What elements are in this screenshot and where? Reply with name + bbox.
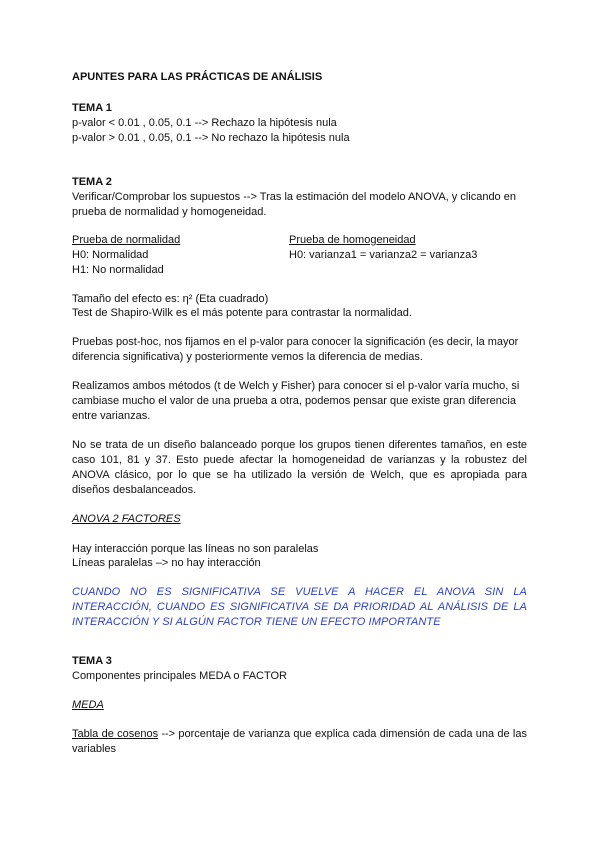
homogeneidad-title: Prueba de homogeneidad <box>289 234 416 246</box>
tema2-heading: TEMA 2 <box>72 176 112 188</box>
balanceado-paragraph: No se trata de un diseño balanceado porque los grupos tienen diferentes tamaños, en este caso 101, 81 y 37. Esto puede afectar la homogeneidad de varianzas y la robustez del ANOVA clásico, por lo que se ha utilizado la versión de Welch, que es apropiada para diseños desbalanceados. <box>72 439 527 496</box>
normalidad-h1: H1: No normalidad <box>72 264 164 276</box>
anova2-line-2: Líneas paralelas –> no hay interacción <box>72 557 261 569</box>
tema1-line-1: p-valor < 0.01 , 0.05, 0.1 --> Rechazo la hipótesis nula <box>72 117 337 129</box>
cosenos-paragraph <box>72 727 527 757</box>
tamano-efecto: Tamaño del efecto es: η² (Eta cuadrado) <box>72 293 269 305</box>
tema2-intro: Verificar/Comprobar los supuestos --> Tras la estimación del modelo ANOVA, y clicando en prueba de normalidad y homogeneidad. <box>72 191 516 218</box>
document-title: APUNTES PARA LAS PRÁCTICAS DE ANÁLISIS <box>72 71 323 83</box>
cosenos-text: --> porcentaje de varianza que explica cada dimensión de cada una de las variables <box>72 728 527 755</box>
posthoc-paragraph: Pruebas post-hoc, nos fijamos en el p-valor para conocer la significación (es decir, la mayor diferencia significativa) y posteriormente vemos la diferencia de medias. <box>72 336 519 363</box>
anova2-line-1: Hay interacción porque las líneas no son paralelas <box>72 543 319 555</box>
tema3-line-1: Componentes principales MEDA o FACTOR <box>72 670 287 682</box>
anova2-heading: ANOVA 2 FACTORES <box>72 513 181 525</box>
meda-heading: MEDA <box>72 699 104 711</box>
tema1-heading: TEMA 1 <box>72 102 112 114</box>
metodos-paragraph: Realizamos ambos métodos (t de Welch y Fisher) para conocer si el p-valor varía mucho, si cambiase mucho el valor de una prueba a otra, podemos pensar que existe gran diferencia entre varianzas. <box>72 380 520 422</box>
tema3-heading: TEMA 3 <box>72 655 112 667</box>
anova2-note: CUANDO NO ES SIGNIFICATIVA SE VUELVE A HACER EL ANOVA SIN LA INTERACCIÓN, CUANDO ES SIGNIFICATIVA SE DA PRIORIDAD AL ANÁLISIS DE LA INTERACCIÓN Y SI ALGÚN FACTOR TIENE UN EFECTO IMPORTANTE <box>72 586 527 628</box>
normalidad-title: Prueba de normalidad <box>72 234 181 246</box>
normalidad-h0: H0: Normalidad <box>72 249 149 261</box>
shapiro-wilk: Test de Shapiro-Wilk es el más potente para contrastar la normalidad. <box>72 307 412 319</box>
cosenos-label: Tabla de cosenos <box>72 728 159 740</box>
tema1-line-2: p-valor > 0.01 , 0.05, 0.1 --> No rechazo la hipótesis nula <box>72 132 350 144</box>
homogeneidad-h0: H0: varianza1 = varianza2 = varianza3 <box>289 249 478 261</box>
